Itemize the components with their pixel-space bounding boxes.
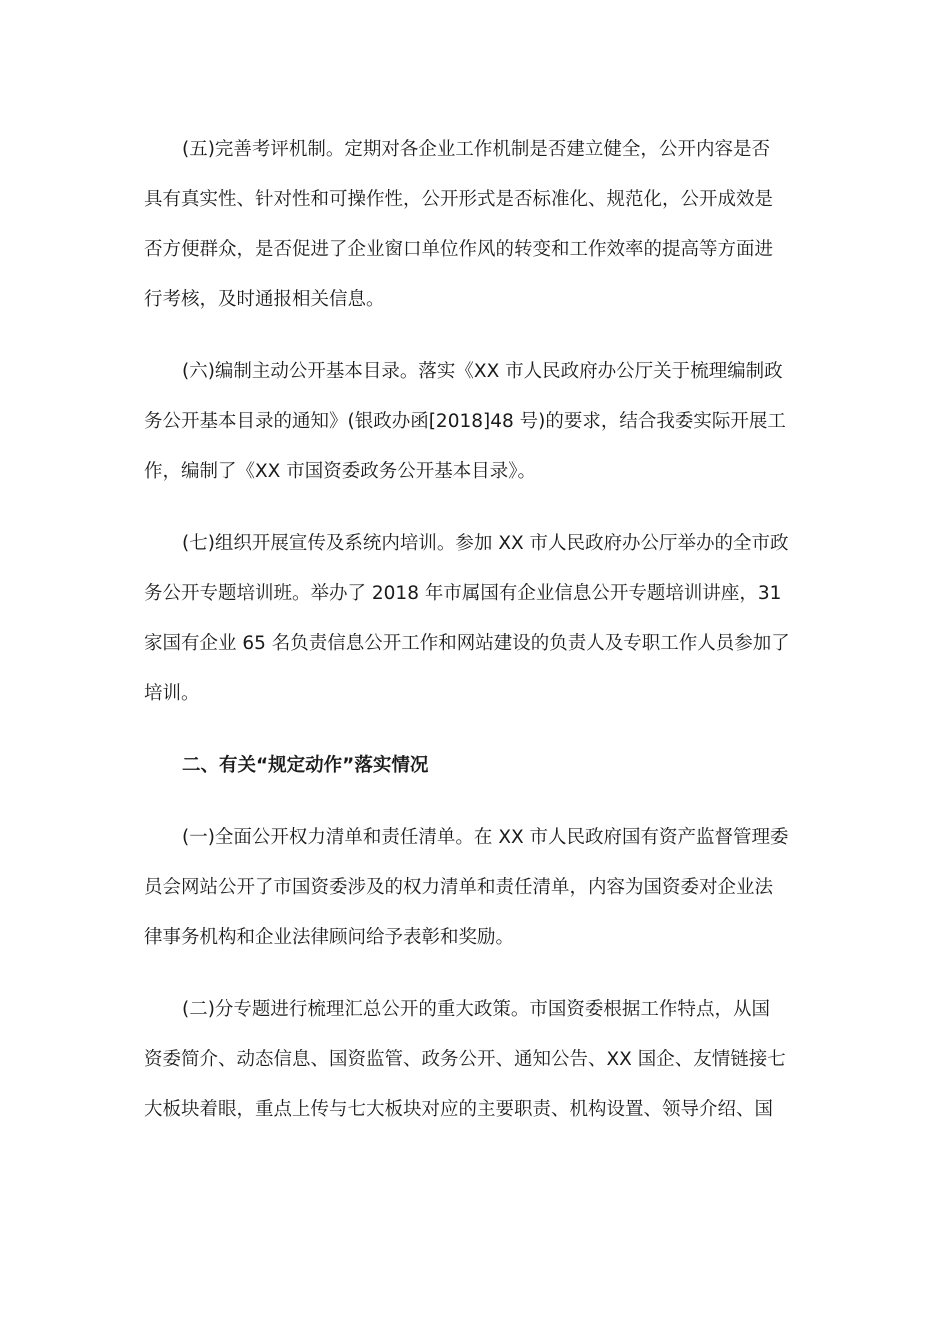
paragraph-line: (七)组织开展宣传及系统内培训。参加 XX 市人民政府办公厅举办的全市政 [182,533,789,554]
paragraph-line: 员会网站公开了市国资委涉及的权力清单和责任清单，内容为国资委对企业法 [144,877,774,898]
paragraph-line: (六)编制主动公开基本目录。落实《XX 市人民政府办公厅关于梳理编制政 [182,361,783,382]
paragraph-line: (五)完善考评机制。定期对各企业工作机制是否建立健全，公开内容是否 [182,139,770,160]
paragraph-line: (二)分专题进行梳理汇总公开的重大政策。市国资委根据工作特点，从国 [182,999,770,1020]
paragraph-line: 行考核，及时通报相关信息。 [144,289,385,310]
paragraph-line: 具有真实性、针对性和可操作性，公开形式是否标准化、规范化，公开成效是 [144,189,774,210]
section-heading: 二、有关“规定动作”落实情况 [182,755,429,776]
paragraph-line: 大板块着眼，重点上传与七大板块对应的主要职责、机构设置、领导介绍、国 [144,1099,774,1120]
paragraph-line: 资委简介、动态信息、国资监管、政务公开、通知公告、XX 国企、友情链接七 [144,1049,786,1070]
paragraph-line: 作，编制了《XX 市国资委政务公开基本目录》。 [144,461,536,482]
paragraph-line: 务公开基本目录的通知》(银政办函[2018]48 号)的要求，结合我委实际开展工 [144,411,786,432]
paragraph-line: 否方便群众，是否促进了企业窗口单位作风的转变和工作效率的提高等方面进 [144,239,774,260]
paragraph-line: 家国有企业 65 名负责信息公开工作和网站建设的负责人及专职工作人员参加了 [144,633,790,654]
paragraph-line: (一)全面公开权力清单和责任清单。在 XX 市人民政府国有资产监督管理委 [182,827,789,848]
paragraph-line: 务公开专题培训班。举办了 2018 年市属国有企业信息公开专题培训讲座，31 [144,583,782,604]
paragraph-line: 律事务机构和企业法律顾问给予表彰和奖励。 [144,927,515,948]
paragraph-line: 培训。 [144,683,200,704]
